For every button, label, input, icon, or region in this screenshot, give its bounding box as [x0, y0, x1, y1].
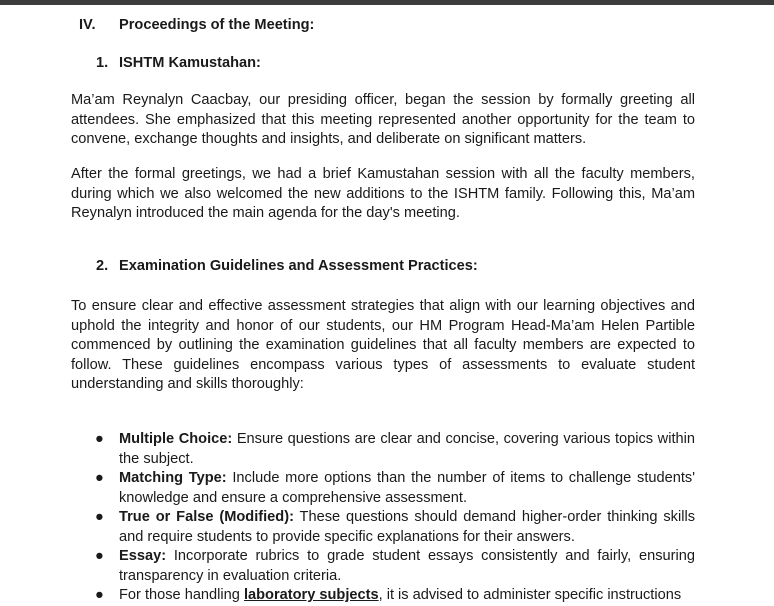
list-item-text: , it is advised to administer specific instructions — [378, 587, 682, 603]
top-border — [0, 0, 774, 5]
list-item-text: Include more options than the number of items to challenge students' knowledge and ensure a comprehensive assessment. — [119, 470, 695, 506]
list-item-text: Incorporate rubrics to grade student essays consistently and fairly, ensuring transparency in evaluation criteria. — [119, 548, 695, 584]
list-item-label: Multiple Choice: — [119, 431, 233, 447]
list-item-text: These questions should demand higher-order thinking skills and require students to provide specific explanations for their answers. — [119, 509, 695, 545]
item-1-paragraph-2: After the formal greetings, we had a brief Kamustahan session with all the faculty members, during which we also welcomed the new additions to the ISHTM family. Following this, Ma’am Reynalyn introduced the main agenda for the day's meeting. — [71, 166, 695, 221]
item-2-paragraph-1: To ensure clear and effective assessment strategies that align with our learning objectives and uphold the integrity and honor of our students, our HM Program Head-Ma’am Helen Partible commenced by outlining the examination guidelines that all faculty members are expected to follow. These guidelines encompass various types of assessments to evaluate student understanding and skills thoroughly: — [71, 298, 695, 392]
section-number: IV. — [79, 17, 96, 33]
list-item-label: laboratory subjects — [243, 587, 379, 603]
list-item-label: Matching Type: — [119, 470, 227, 486]
item-1-paragraph-1: Ma’am Reynalyn Caacbay, our presiding officer, began the session by formally greeting all attendees. She emphasized that this meeting represented another opportunity for the team to convene, exchange thoughts and insights, and deliberate on significant matters. — [71, 92, 695, 147]
bullet-icon: ● — [95, 548, 104, 564]
section-title: Proceedings of the Meeting: — [119, 17, 315, 33]
item-2-title: Examination Guidelines and Assessment Practices: — [119, 258, 478, 274]
list-item — [71, 586, 695, 606]
bullet-icon: ● — [95, 587, 104, 603]
list-item-label: Essay: — [119, 548, 167, 564]
item-1-title: ISHTM Kamustahan: — [119, 55, 261, 71]
list-item — [71, 430, 695, 469]
list-item — [71, 469, 695, 508]
guidelines-list — [71, 430, 695, 606]
list-item — [71, 508, 695, 547]
list-item-label: True or False (Modified): — [119, 509, 294, 525]
list-item-text: Ensure questions are clear and concise, covering various topics within the subject. — [119, 431, 695, 467]
bullet-icon: ● — [95, 509, 104, 525]
list-item-prefix: For those handling — [119, 587, 244, 603]
item-1-number: 1. — [96, 55, 109, 71]
bullet-icon: ● — [95, 431, 104, 447]
bullet-icon: ● — [95, 470, 104, 486]
list-item — [71, 547, 695, 586]
item-2-number: 2. — [96, 258, 109, 274]
